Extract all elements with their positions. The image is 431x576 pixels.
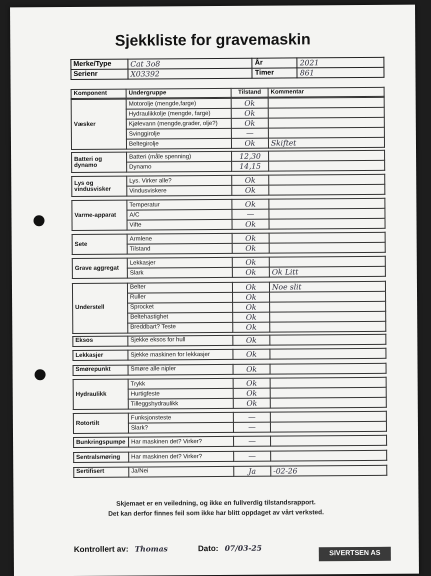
section-12 [73, 435, 387, 448]
section-subgroup: Hurtigfeste [128, 389, 233, 400]
section-subgroup: Smøre alle nipler [128, 364, 233, 375]
section-status: 12,30 [232, 151, 269, 161]
section-subgroup: A/C [127, 210, 232, 221]
section-subgroup: Har maskinen det? Virker? [129, 451, 234, 462]
section-subgroup: Trykk [128, 379, 233, 390]
section-subgroup: Tilstand [127, 244, 232, 255]
section-status: Ok [233, 389, 270, 399]
section-comment [270, 421, 386, 432]
section-category: Hydraulikk [73, 379, 128, 409]
section-2 [71, 174, 385, 197]
machine-info-table [70, 57, 384, 80]
section-category: Sentralsmøring [74, 452, 129, 462]
section-status: Ok [232, 185, 269, 195]
section-subgroup: Har maskinen det? Virker? [129, 437, 234, 448]
section-subgroup: Slark [127, 268, 232, 279]
punch-hole [33, 215, 44, 226]
sivertsen-logo: SIVERTSEN AS [319, 547, 391, 562]
section-6 [72, 280, 386, 333]
section-status: Ok [233, 312, 270, 322]
section-category: Lys og vindusvisker [72, 176, 127, 196]
section-subgroup: Motorolje (mengde,farge) [126, 98, 231, 109]
section-subgroup: Sprocket [128, 302, 233, 313]
section-subgroup: Ruller [128, 292, 233, 303]
footer [74, 544, 262, 554]
section-8 [72, 348, 386, 361]
punch-hole [35, 369, 46, 380]
section-status: — [234, 437, 271, 447]
section-subgroup: Belter [127, 282, 232, 293]
section-status: Ok [232, 282, 269, 292]
section-status: Ok [232, 200, 269, 210]
section-subgroup: Slark? [128, 423, 233, 434]
section-subgroup: Vindusviskere [127, 186, 232, 197]
section-status: Ok [231, 138, 268, 148]
section-subgroup: Tilleggshydraulikk [128, 399, 233, 410]
merke-label: Merke/Type [71, 59, 128, 69]
section-status: Ok [231, 118, 268, 128]
section-subgroup: Beltegirolje [126, 138, 231, 149]
section-comment [271, 436, 387, 447]
column-header-sub: Undergruppe [126, 88, 231, 98]
disclaimer-line-2: Det kan derfor finnes feil som ikke har blitt oppdaget av vårt verksted. [108, 509, 324, 518]
ar-label: År [252, 58, 297, 68]
section-status: Ok [233, 302, 270, 312]
section-comment [269, 242, 385, 253]
section-comment: Ok Litt [269, 267, 385, 278]
section-status: Ok [233, 364, 270, 374]
section-status: Ok [232, 268, 269, 278]
section-subgroup: Armlene [127, 234, 232, 245]
kontrollert-value: Thomas [134, 544, 168, 554]
section-category: Lekkasjer [73, 350, 128, 360]
section-status: Ok [232, 258, 269, 268]
section-status: Ok [232, 175, 269, 185]
section-subgroup: Lys. Virker alle? [127, 176, 232, 187]
section-comment [270, 321, 386, 332]
section-subgroup: Vifte [127, 220, 232, 231]
section-4 [72, 232, 386, 255]
kontrollert-label: Kontrollert av: [73, 544, 129, 554]
section-status: Ok [233, 322, 270, 332]
section-3 [71, 198, 385, 231]
section-category: Bunkringspumpe [74, 437, 129, 447]
section-category: Varme-apparat [72, 201, 127, 231]
disclaimer-line-1: Skjemaet er en veiledning, og ikke en fullverdig tilstandsrapport. [116, 499, 316, 508]
section-subgroup: Funksjonsteste [128, 413, 233, 424]
section-category: Sertifisert [74, 467, 129, 477]
section-status: — [231, 128, 268, 138]
section-comment [269, 160, 385, 171]
section-1 [71, 150, 385, 173]
section-subgroup: Breddbart? Teste [128, 322, 233, 333]
section-comment: Skiftet [268, 137, 384, 148]
section-comment [269, 219, 385, 230]
section-subgroup: Sjekke eksos for hull [128, 335, 233, 346]
section-subgroup: Beltehastighet [128, 312, 233, 323]
merke-value: Cat 3o8 [128, 58, 253, 69]
column-header-st: Tilstand [231, 88, 268, 97]
section-category: Understell [72, 283, 127, 333]
ar-value: 2021 [297, 57, 384, 68]
section-status: Ok [233, 379, 270, 389]
section-status: Ok [231, 98, 268, 108]
section-category: Eksos [73, 336, 128, 346]
section-subgroup: Sjekke maskinen for lekkasjer [128, 350, 233, 361]
section-14 [73, 464, 387, 477]
section-status: — [232, 210, 269, 220]
section-subgroup: Temperatur [127, 200, 232, 211]
section-category: Grave aggregat [72, 258, 127, 278]
section-comment [269, 184, 385, 195]
section-subgroup: Ja/Nei [129, 466, 234, 477]
section-category: Sete [72, 234, 127, 254]
section-comment [270, 348, 386, 359]
section-status: Ja [234, 466, 271, 476]
section-comment [270, 363, 386, 374]
section-7 [72, 333, 386, 346]
section-11 [73, 411, 387, 434]
section-category: Rotortilt [73, 413, 128, 433]
section-status: Ok [232, 220, 269, 230]
column-header-cat: Komponent [71, 89, 126, 98]
section-status: Ok [233, 349, 270, 359]
section-5 [72, 256, 386, 279]
section-status: — [233, 422, 270, 432]
section-comment: Noe slit [269, 281, 385, 292]
section-9 [73, 363, 387, 376]
section-subgroup: Lekkasjer [127, 258, 232, 269]
section-status: Ok [233, 292, 270, 302]
section-0 [71, 97, 385, 150]
section-status: Ok [232, 243, 269, 253]
dato-value: 07/03-25 [224, 543, 262, 553]
section-status: Ok [233, 335, 270, 345]
dato-label: Dato: [197, 543, 219, 554]
section-13 [73, 450, 387, 463]
section-subgroup: Hydraulikkolje (mengde, farge) [126, 108, 231, 119]
serienr-label: Serienr [71, 69, 128, 79]
section-category: Batteri og dynamo [72, 152, 127, 172]
section-status: Ok [231, 108, 268, 118]
section-status: 14,15 [232, 161, 269, 171]
section-subgroup: Dynamo [127, 161, 232, 172]
section-status: Ok [232, 233, 269, 243]
section-comment [270, 398, 386, 409]
section-10 [73, 377, 387, 410]
section-subgroup: Batteri (måle spenning) [127, 151, 232, 162]
section-comment: -02-26 [271, 465, 387, 476]
column-header-cm: Kommentar [268, 87, 384, 97]
timer-value: 861 [297, 67, 384, 78]
serienr-value: X03392 [128, 68, 253, 79]
page-title: Sjekkliste for gravemaskin [114, 31, 311, 50]
section-subgroup: Svinggirolje [126, 128, 231, 139]
section-status: Ok [233, 399, 270, 409]
section-category: Væsker [71, 99, 126, 149]
section-comment [271, 450, 387, 461]
section-category: Smørepunkt [73, 365, 128, 375]
checklist-sheet [10, 5, 419, 576]
section-subgroup: Kjølevann (mengde,grader, olje?) [126, 118, 231, 129]
timer-label: Timer [252, 68, 297, 78]
section-comment [270, 334, 386, 345]
section-status: — [233, 412, 270, 422]
section-status: — [234, 451, 271, 461]
